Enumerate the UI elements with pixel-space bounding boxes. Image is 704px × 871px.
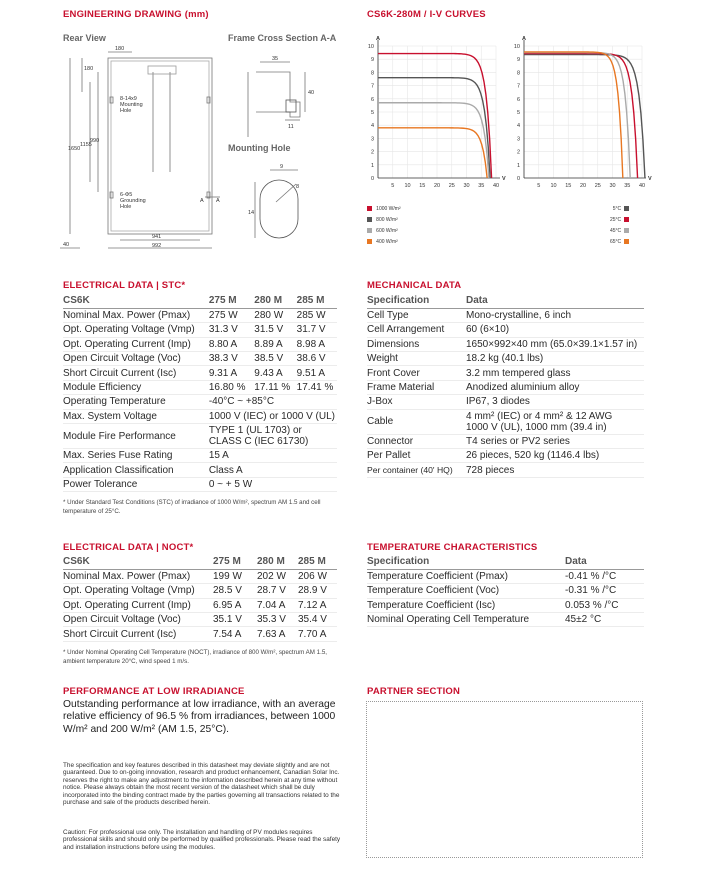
y-tick-label: 8: [516, 70, 520, 77]
table-row: [367, 569, 644, 583]
cell-value: 9.31 A: [209, 366, 254, 380]
noct-table: [63, 555, 337, 642]
cell-value: 0 ~ + 5 W: [209, 477, 337, 491]
legend-swatch: [367, 228, 372, 233]
cell-value: 38.6 V: [297, 352, 337, 366]
cell-value: 31.5 V: [254, 323, 296, 337]
cell-value: 275 W: [209, 308, 254, 322]
y-tick-label: 4: [370, 123, 374, 130]
stc-table-wrap: [63, 294, 337, 516]
legend-item-45c: [610, 226, 629, 237]
row-label: Nominal Max. Power (Pmax): [63, 308, 209, 322]
row-label: Nominal Max. Power (Pmax): [63, 569, 213, 583]
table-row: [63, 569, 337, 583]
engineering-drawing: [60, 42, 350, 252]
x-unit-label: V: [648, 176, 652, 182]
table-row: [63, 584, 337, 598]
temperature-title: TEMPERATURE CHARACTERISTICS: [367, 542, 538, 553]
row-label: Open Circuit Voltage (Voc): [63, 613, 213, 627]
stc-note: * Under Standard Test Conditions (STC) of irradiance of 1000 W/m², spectrum AM 1.5 and cell temperature of 25°C.: [63, 499, 321, 516]
dim-180-side: 180: [84, 66, 94, 72]
dim-941: 941: [152, 234, 162, 240]
y-tick-label: 2: [516, 149, 520, 156]
cell-value: 38.5 V: [254, 352, 296, 366]
table-row: [367, 598, 644, 612]
cell-value: 285 W: [297, 308, 337, 322]
table-row: [63, 477, 337, 491]
cell-value: 8.98 A: [297, 337, 337, 351]
row-label: Short Circuit Current (Isc): [63, 366, 209, 380]
disclaimer-text: The specification and key features described in this datasheet may deviate slightly and are not guaranteed. Due to on-going innovation, research and product enhancement, Canadian Solar Inc. reserves the right to make any adjustment to the information described herein at any time without notice. Please always obtain the most recent version of the datasheet which shall be duly incorporated into the binding contract made by the parties governing all transactions related to the purchase and sale of the products described herein.: [63, 762, 340, 807]
table-header-row: [63, 294, 337, 308]
dim-40: 40: [63, 242, 70, 248]
table-row: [367, 352, 644, 366]
cell-value: 8.89 A: [254, 337, 296, 351]
cell-value: -0.41 % /°C: [565, 569, 644, 583]
cell-value: 275 M: [213, 555, 257, 569]
cs-dim-35: 35: [272, 56, 279, 62]
cell-value: 7.12 A: [298, 598, 337, 612]
performance-title: PERFORMANCE AT LOW IRRADIANCE: [63, 686, 245, 697]
cell-value: 28.9 V: [298, 584, 337, 598]
row-label: Opt. Operating Voltage (Vmp): [63, 584, 213, 598]
cell-value: TYPE 1 (UL 1703) or CLASS C (IEC 61730): [209, 424, 337, 449]
legend-label: 600 W/m²: [376, 228, 398, 234]
phi5-label: 6-Φ5: [120, 192, 133, 198]
row-label: Dimensions: [367, 337, 466, 351]
row-label: Opt. Operating Current (Imp): [63, 598, 213, 612]
cell-value: 7.54 A: [213, 627, 257, 641]
x-tick-label: 5: [391, 183, 395, 189]
caution-text: Caution: For professional use only. The installation and handling of PV modules requires professional skills and should only be performed by qualified professionals. Please read the safety and installation instructions before using the modules.: [63, 829, 341, 851]
x-tick-label: 30: [463, 183, 470, 189]
row-label: Cable: [367, 409, 466, 434]
row-label: Cell Arrangement: [367, 323, 466, 337]
table-row: [63, 424, 337, 449]
row-label: Opt. Operating Voltage (Vmp): [63, 323, 209, 337]
mh-dim-14: 14: [248, 210, 255, 216]
table-row: [63, 337, 337, 351]
y-tick-label: 2: [370, 149, 374, 156]
table-row: [367, 584, 644, 598]
legend-swatch: [367, 206, 372, 211]
grounding-hole-word: Hole: [120, 204, 132, 210]
table-row: [367, 323, 644, 337]
y-tick-label: 0: [516, 176, 520, 182]
table-header-row: [367, 555, 644, 569]
legend-label: 45°C: [610, 228, 622, 234]
x-tick-label: 15: [419, 183, 426, 189]
cell-value: 3.2 mm tempered glass: [466, 366, 644, 380]
y-tick-label: 10: [513, 44, 520, 50]
mechanical-title: MECHANICAL DATA: [367, 280, 462, 291]
mh-dim-9: 9: [280, 164, 284, 170]
cell-value: 275 M: [209, 294, 254, 308]
row-label: Module Fire Performance: [63, 424, 209, 449]
cell-value: 17.11 %: [254, 380, 296, 394]
cell-value: 7.04 A: [257, 598, 298, 612]
mechanical-table-body: [367, 294, 644, 477]
cell-value: 7.63 A: [257, 627, 298, 641]
iv-chart-temperature: [508, 34, 653, 194]
mounting-hole-label: Mounting Hole: [228, 143, 291, 153]
x-tick-label: 20: [433, 183, 441, 189]
cell-value: 199 W: [213, 569, 257, 583]
cell-value: 26 pieces, 520 kg (1146.4 lbs): [466, 449, 644, 463]
cell-value: 38.3 V: [209, 352, 254, 366]
drawing-title: ENGINEERING DRAWING (mm): [63, 9, 209, 20]
row-label: Max. Series Fuse Rating: [63, 449, 209, 463]
cell-value: 9.43 A: [254, 366, 296, 380]
table-row: [63, 598, 337, 612]
legend-item-1000: [367, 204, 401, 215]
y-tick-label: 1: [516, 162, 520, 169]
stc-title: ELECTRICAL DATA | STC*: [63, 280, 186, 291]
noct-table-wrap: [63, 555, 337, 666]
row-label: Frame Material: [367, 380, 466, 394]
y-unit-label: A: [522, 36, 526, 42]
cell-value: 15 A: [209, 449, 337, 463]
table-row: [63, 449, 337, 463]
row-label: Power Tolerance: [63, 477, 209, 491]
y-tick-label: 9: [370, 57, 374, 64]
row-label: Operating Temperature: [63, 395, 209, 409]
legend-swatch: [624, 239, 629, 244]
x-tick-label: 40: [492, 183, 500, 189]
legend-item-800: [367, 215, 401, 226]
x-tick-label: 35: [624, 183, 631, 189]
cell-value: 7.70 A: [298, 627, 337, 641]
table-row: [63, 323, 337, 337]
cs-dim-11: 11: [288, 124, 294, 130]
y-tick-label: 3: [370, 136, 374, 143]
row-label: Application Classification: [63, 463, 209, 477]
cell-value: 31.3 V: [209, 323, 254, 337]
legend-swatch: [624, 206, 629, 211]
row-label: CS6K: [63, 294, 209, 308]
x-tick-label: 10: [550, 183, 557, 189]
row-label: Opt. Operating Current (Imp): [63, 337, 209, 351]
row-label: Short Circuit Current (Isc): [63, 627, 213, 641]
legend-item-5c: [610, 204, 629, 215]
cell-value: 1000 V (IEC) or 1000 V (UL): [208, 410, 335, 422]
table-row: [63, 395, 337, 409]
y-tick-label: 3: [516, 136, 520, 143]
row-label: Temperature Coefficient (Pmax): [367, 569, 565, 583]
cell-value: 206 W: [298, 569, 337, 583]
iv-curve: [378, 103, 489, 178]
table-row: [63, 409, 337, 423]
hole-8-label: 8-14x9: [120, 96, 137, 102]
mechanical-table: [367, 294, 644, 478]
x-tick-label: 30: [609, 183, 616, 189]
dim-990: 990: [90, 138, 100, 144]
table-row: [367, 613, 644, 627]
cs-dim-40: 40: [308, 90, 315, 96]
y-tick-label: 5: [370, 110, 374, 116]
row-label: Connector: [367, 434, 466, 448]
row-label: Per container (40' HQ): [367, 463, 466, 477]
row-label: Cell Type: [367, 308, 466, 322]
y-tick-label: 7: [370, 83, 374, 90]
stc-table-body: [63, 294, 337, 492]
iv-chart-irradiance: [362, 34, 507, 194]
row-label: Weight: [367, 352, 466, 366]
row-label: Nominal Operating Cell Temperature: [367, 613, 565, 627]
table-row: [63, 366, 337, 380]
noct-title: ELECTRICAL DATA | NOCT*: [63, 542, 194, 553]
cell-value: 35.3 V: [257, 613, 298, 627]
row-label: Open Circuit Voltage (Voc): [63, 352, 209, 366]
row-label: Front Cover: [367, 366, 466, 380]
noct-note: * Under Nominal Operating Cell Temperature (NOCT), irradiance of 800 W/m², spectrum AM 1.5, ambient temperature 20°C, wind speed 1 m/s.: [63, 648, 327, 665]
row-label: Module Efficiency: [63, 380, 209, 394]
cell-value: 1650×992×40 mm (65.0×39.1×1.57 in): [466, 337, 644, 351]
temperature-table: [367, 555, 644, 627]
temperature-table-wrap: [367, 555, 644, 627]
row-label: Temperature Coefficient (Isc): [367, 598, 565, 612]
grounding-word: Grounding: [120, 198, 146, 204]
legend-label: 1000 W/m²: [376, 206, 401, 212]
iv-curve: [378, 128, 487, 178]
row-label: Temperature Coefficient (Voc): [367, 584, 565, 598]
performance-text: Outstanding performance at low irradiance, with an average relative efficiency of 96.5 % from irradiances, between 1000 W/m² and 200 W/m² (AM 1.5, 25°C).: [63, 699, 336, 735]
y-tick-label: 7: [516, 83, 520, 90]
x-tick-label: 25: [594, 183, 601, 189]
y-tick-label: 1: [370, 162, 374, 169]
cell-value: Data: [466, 294, 644, 308]
table-row: [63, 627, 337, 641]
table-row: [63, 463, 337, 477]
cell-value: 45±2 °C: [565, 613, 644, 627]
cell-value: Anodized aluminium alloy: [466, 380, 644, 394]
x-tick-label: 15: [565, 183, 572, 189]
hole-word: Hole: [120, 108, 132, 114]
stc-table: [63, 294, 337, 492]
y-tick-label: 6: [370, 96, 374, 103]
y-tick-label: 5: [516, 110, 520, 116]
row-label: Specification: [367, 294, 466, 308]
mechanical-table-wrap: [367, 294, 644, 478]
legend-item-25c: [610, 215, 629, 226]
cell-value: 9.51 A: [297, 366, 337, 380]
table-row: [63, 380, 337, 394]
table-row: [367, 409, 644, 434]
table-row: [63, 352, 337, 366]
mounting-word: Mounting: [120, 102, 143, 108]
rear-view-label: Rear View: [63, 33, 106, 43]
y-tick-label: 4: [516, 123, 520, 130]
cell-value: 285 M: [298, 555, 337, 569]
y-tick-label: 6: [516, 96, 520, 103]
cell-value: Mono-crystalline, 6 inch: [466, 308, 644, 322]
x-tick-label: 20: [579, 183, 587, 189]
x-tick-label: 25: [448, 183, 455, 189]
legend-label: 400 W/m²: [376, 239, 398, 245]
x-unit-label: V: [502, 176, 506, 182]
legend-item-65c: [610, 237, 629, 248]
table-row: [367, 395, 644, 409]
legend-label: 65°C: [610, 239, 622, 245]
dim-1155: 1155: [80, 142, 92, 148]
y-tick-label: 0: [370, 176, 374, 182]
row-label: Per Pallet: [367, 449, 466, 463]
legend-label: 800 W/m²: [376, 217, 398, 223]
dim-1650: 1650: [68, 146, 81, 152]
temperature-table-body: [367, 555, 644, 627]
row-label: Max. System Voltage: [63, 409, 209, 423]
cell-value: Class A: [209, 463, 337, 477]
table-header-row: [63, 555, 337, 569]
section-a-left: A: [200, 198, 204, 204]
table-row: [63, 308, 337, 322]
y-tick-label: 8: [370, 70, 374, 77]
cell-value: IP67, 3 diodes: [466, 395, 644, 409]
x-tick-label: 10: [404, 183, 411, 189]
cell-value: -0.31 % /°C: [565, 584, 644, 598]
table-row: [367, 308, 644, 322]
y-unit-label: A: [376, 36, 380, 42]
y-tick-label: 9: [516, 57, 520, 64]
table-row: [367, 434, 644, 448]
legend-temperature: [610, 204, 629, 248]
table-row: [367, 366, 644, 380]
cell-value: 28.5 V: [213, 584, 257, 598]
legend-swatch: [367, 217, 372, 222]
mh-dim-8: 8: [296, 184, 300, 190]
table-row: [367, 337, 644, 351]
legend-item-400: [367, 237, 401, 248]
cross-section-label: Frame Cross Section A-A: [228, 33, 337, 43]
x-tick-label: 40: [638, 183, 646, 189]
cell-value: 728 pieces: [466, 463, 644, 477]
cell-value: 6.95 A: [213, 598, 257, 612]
x-tick-label: 5: [537, 183, 541, 189]
cell-value: 31.7 V: [297, 323, 337, 337]
table-row: [367, 449, 644, 463]
cell-value: -40°C ~ +85°C: [209, 395, 337, 409]
dim-180-top: 180: [115, 46, 125, 52]
legend-label: 25°C: [610, 217, 622, 223]
cell-value: 280 M: [254, 294, 296, 308]
cell-value: 202 W: [257, 569, 298, 583]
y-tick-label: 10: [367, 44, 374, 50]
cell-value: 285 M: [297, 294, 337, 308]
legend-label: 5°C: [612, 206, 622, 212]
cell-value: 4 mm² (IEC) or 4 mm² & 12 AWG 1000 V (UL), 1000 mm (39.4 in): [466, 409, 644, 434]
cell-value: 16.80 %: [209, 380, 254, 394]
table-row: [63, 613, 337, 627]
legend-swatch: [367, 239, 372, 244]
cell-value: 0.053 % /°C: [565, 598, 644, 612]
cell-value: 280 W: [254, 308, 296, 322]
row-label: Specification: [367, 555, 565, 569]
cell-value: 35.4 V: [298, 613, 337, 627]
row-label: CS6K: [63, 555, 213, 569]
table-row: [367, 380, 644, 394]
section-a-right: A: [216, 198, 220, 204]
noct-table-body: [63, 555, 337, 641]
curves-title: CS6K-280M / I-V CURVES: [367, 9, 486, 20]
legend-item-600: [367, 226, 401, 237]
cell-value: Data: [565, 555, 644, 569]
cell-value: 60 (6×10): [466, 323, 644, 337]
table-header-row: [367, 294, 644, 308]
legend-swatch: [624, 217, 629, 222]
cell-value: 18.2 kg (40.1 lbs): [466, 352, 644, 366]
legend-swatch: [624, 228, 629, 233]
partner-title: PARTNER SECTION: [367, 686, 461, 697]
cell-value: 8.80 A: [209, 337, 254, 351]
table-row: [367, 463, 644, 477]
cell-value: 35.1 V: [213, 613, 257, 627]
cell-value: 28.7 V: [257, 584, 298, 598]
row-label: J-Box: [367, 395, 466, 409]
cell-value: 17.41 %: [297, 380, 337, 394]
partner-box: [366, 701, 643, 858]
legend-irradiance: [367, 204, 401, 248]
cell-value: 280 M: [257, 555, 298, 569]
x-tick-label: 35: [478, 183, 485, 189]
cell-value: T4 series or PV2 series: [466, 434, 644, 448]
dim-992: 992: [152, 243, 162, 249]
